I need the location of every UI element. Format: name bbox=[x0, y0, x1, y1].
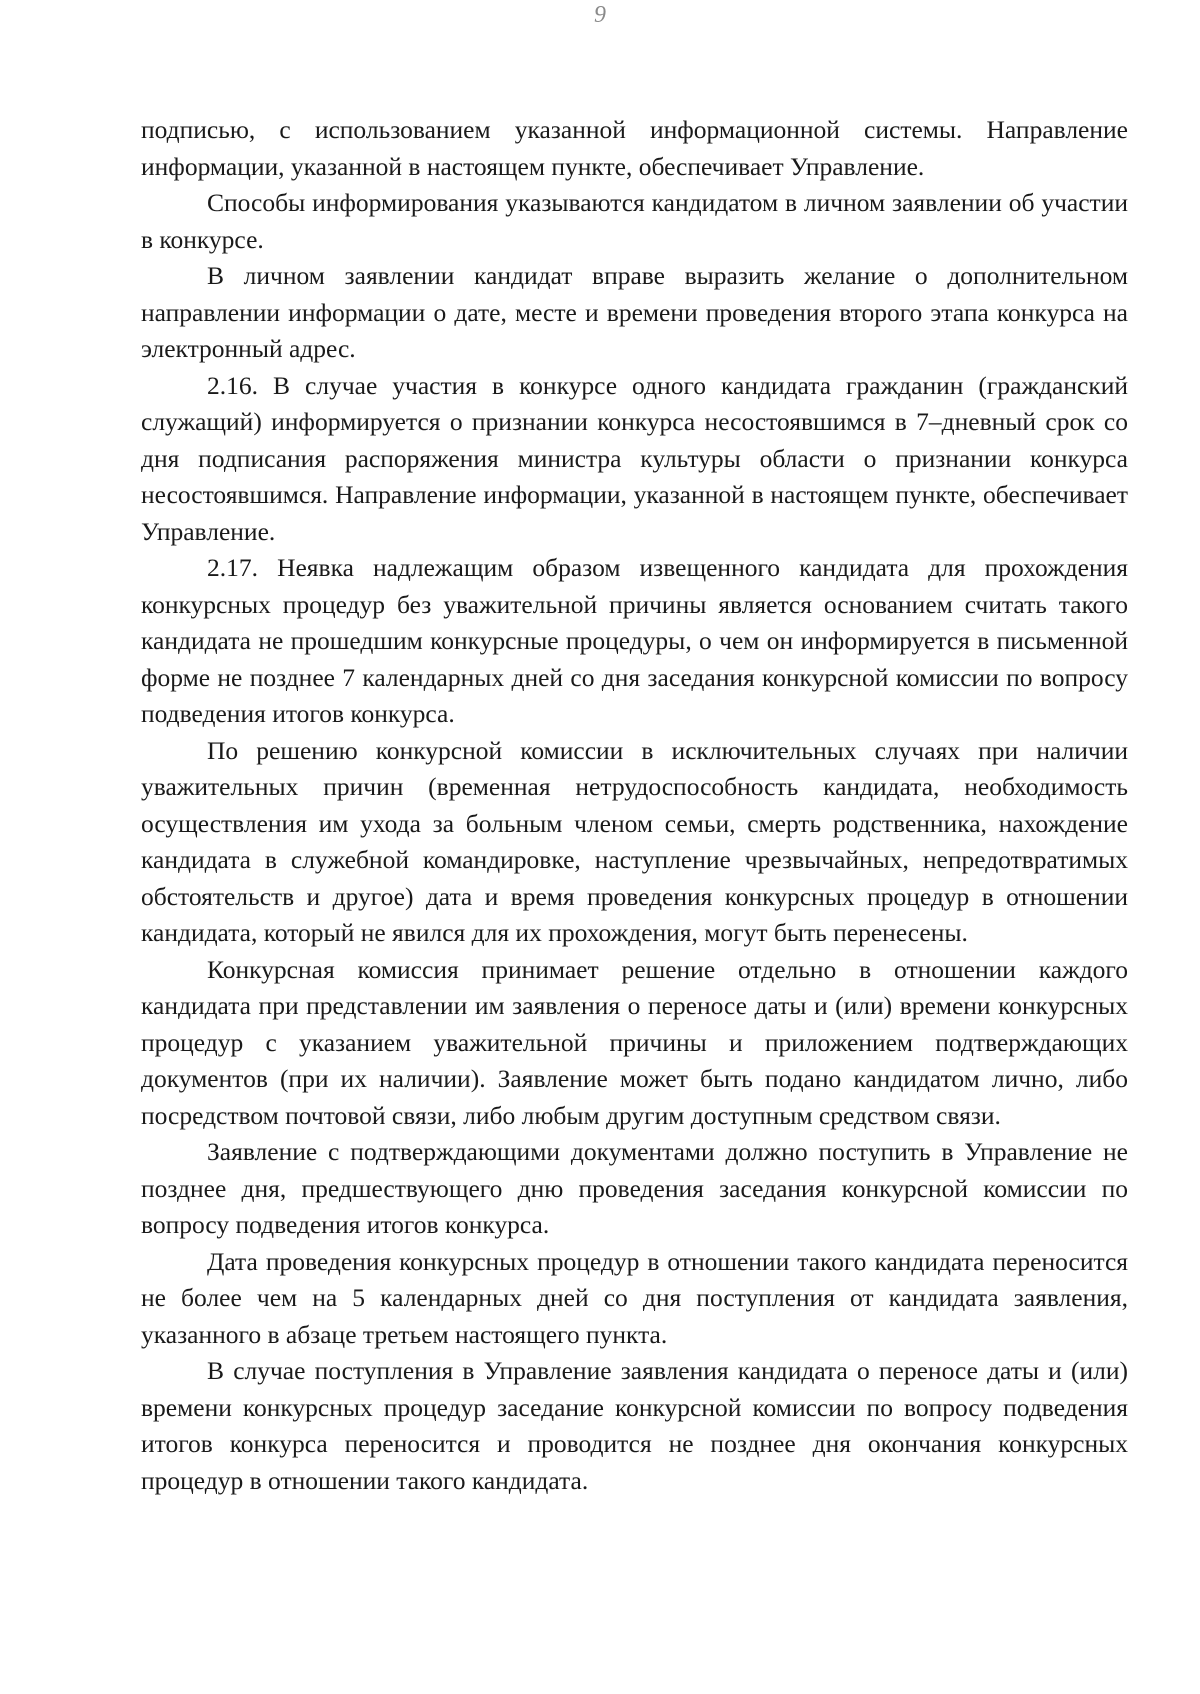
paragraph-email-request: В личном заявлении кандидат вправе выразить желание о дополнительном направлении информации о дате, месте и времени проведения второго этапа конкурса на электронный адрес. bbox=[141, 261, 1128, 363]
paragraph-clause-2-16: 2.16. В случае участия в конкурсе одного кандидата гражданин (гражданский служащий) информируется о признании конкурса несостоявшимся в 7–дневный срок со дня подписания распоряжения министра культуры области о признании конкурса несостоявшимся. Направление информации, указанной в настоящем пункте, обеспечивает Управление. bbox=[141, 370, 1128, 546]
paragraph-notification-methods: Способы информирования указываются кандидатом в личном заявлении об участии в конкурсе. bbox=[141, 188, 1128, 254]
paragraph-exceptional-cases: По решению конкурсной комиссии в исключительных случаях при наличии уважительных причин (временная нетрудоспособность кандидата, необходимость осуществления им ухода за больным членом семьи, смерть родственника, нахождение кандидата в служебной командировке, наступление чрезвычайных, непредотвратимых обстоятельств и другое) дата и время проведения конкурсных процедур в отношении кандидата, который не явился для их прохождения, могут быть перенесены. bbox=[141, 735, 1128, 947]
paragraph-clause-2-17: 2.17. Неявка надлежащим образом извещенного кандидата для прохождения конкурсных процедур без уважительной причины является основанием считать такого кандидата не прошедшим конкурсные процедуры, о чем он информируется в письменной форме не позднее 7 календарных дней со дня заседания конкурсной комиссии по вопросу подведения итогов конкурса. bbox=[141, 553, 1128, 728]
paragraph-commission-decision: Конкурсная комиссия принимает решение отдельно в отношении каждого кандидата при представлении им заявления о переносе даты и (или) времени конкурсных процедур с указанием уважительной причины и приложением подтверждающих документов (при их наличии). Заявление может быть подано кандидатом лично, либо посредством почтовой связи, либо любым другим доступным средством связи. bbox=[141, 954, 1128, 1130]
paragraph-meeting-postponement: В случае поступления в Управление заявления кандидата о переносе даты и (или) времени конкурсных процедур заседание конкурсной комиссии по вопросу подведения итогов конкурса переносится и проводится не позднее дня окончания конкурсных процедур в отношении такого кандидата. bbox=[141, 1356, 1128, 1495]
paragraph-application-deadline: Заявление с подтверждающими документами должно поступить в Управление не позднее дня, предшествующего дню проведения заседания конкурсной комиссии по вопросу подведения итогов конкурса. bbox=[141, 1137, 1128, 1239]
page-number: 9 bbox=[594, 2, 606, 28]
paragraph-postponement-limit: Дата проведения конкурсных процедур в отношении такого кандидата переносится не более чем на 5 календарных дней со дня поступления от кандидата заявления, указанного в абзаце третьем настоящего пункта. bbox=[141, 1246, 1128, 1349]
paragraph-continuation: подписью, с использованием указанной информационной системы. Направление информации, указанной в настоящем пункте, обеспечивает Управление. bbox=[141, 115, 1128, 181]
document-body bbox=[141, 112, 1128, 1499]
